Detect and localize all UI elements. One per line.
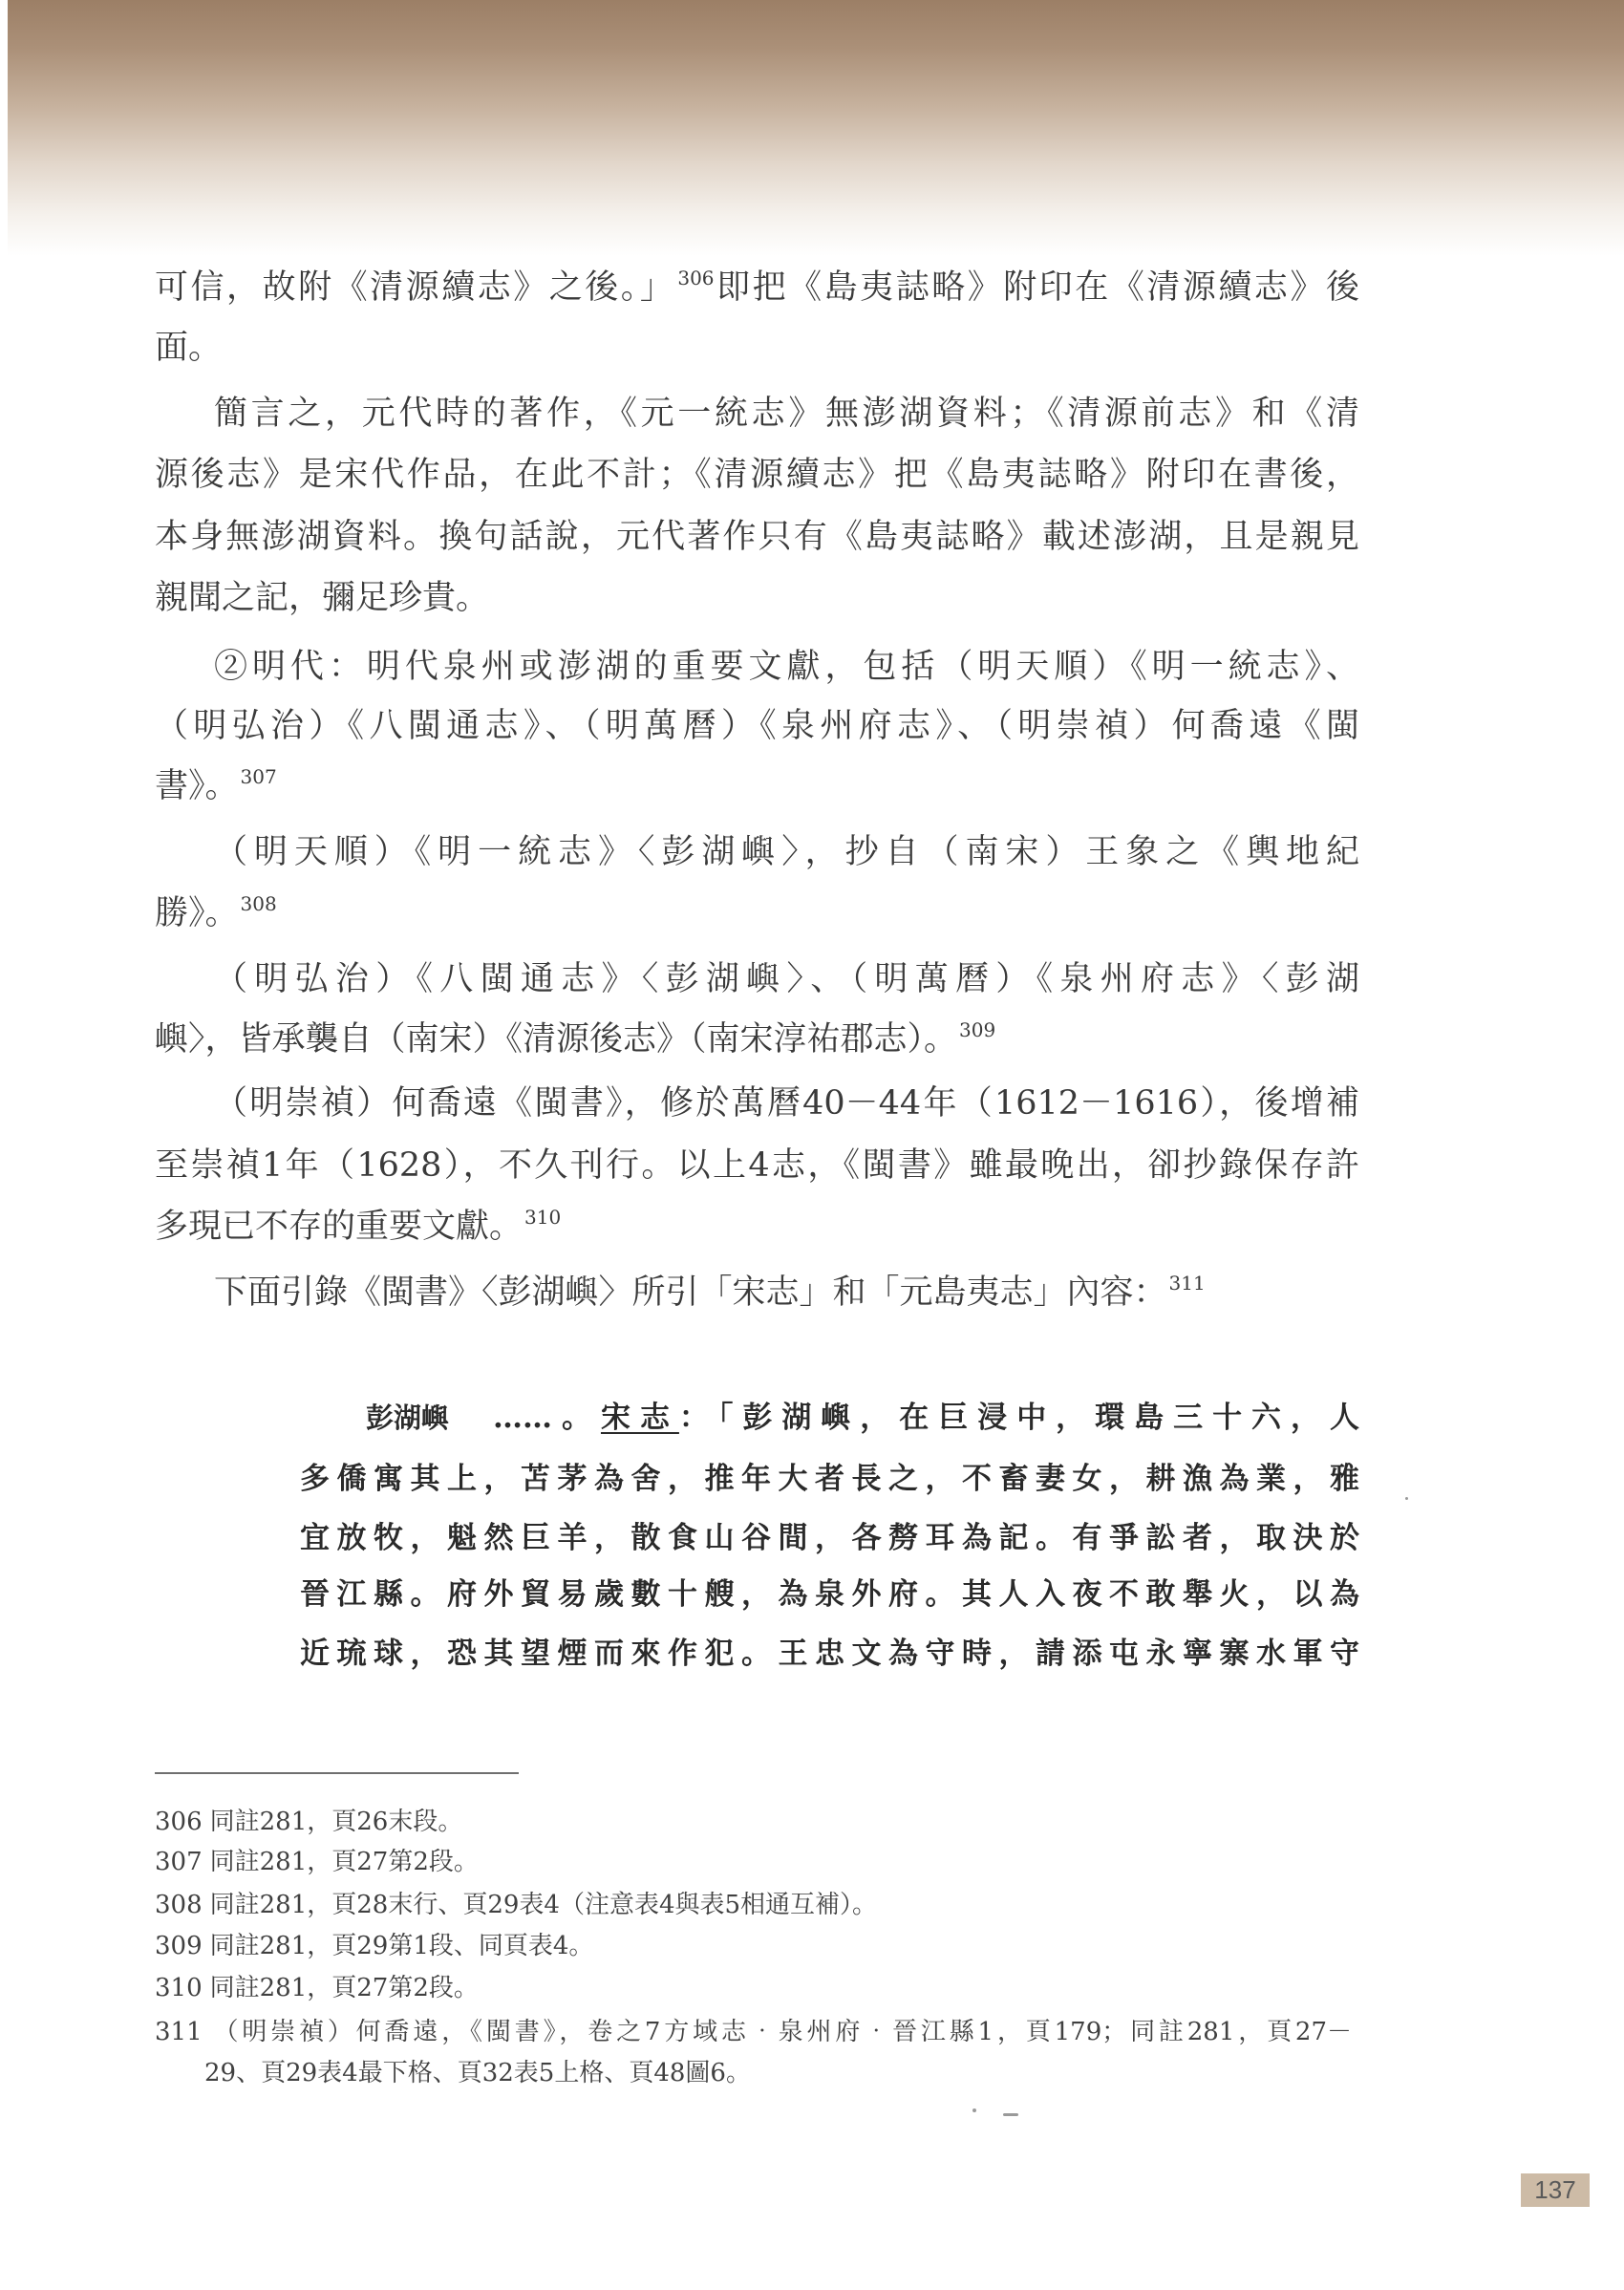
page-top-tint xyxy=(8,0,1624,258)
footnote-text: 同註281，頁29第1段、同頁表4。 xyxy=(209,1932,594,1960)
body-line: 面。 xyxy=(155,329,223,367)
footnote-ref: 307 xyxy=(240,765,277,788)
body-line: （明崇禎）何喬遠《閩書》，修於萬曆40－44年（1612－1616），後增補 xyxy=(214,1084,1359,1123)
footnote xyxy=(155,1846,1352,1878)
footnote-number: 311 xyxy=(155,2018,203,2046)
body-line xyxy=(155,763,1359,809)
footnote-text: 同註281，頁27第2段。 xyxy=(209,1848,479,1876)
footnote-text: （明崇禎）何喬遠，《閩書》，卷之7方域志‧泉州府‧晉江縣1，頁179；同註281，頁27－ xyxy=(209,2018,1352,2046)
body-line xyxy=(155,265,1359,310)
footnote-separator xyxy=(155,1772,519,1774)
quote-line: 晉江縣。府外貿易歲數十艘，為泉外府。其人入夜不敢舉火，以為 xyxy=(300,1577,1359,1612)
body-line xyxy=(155,1204,1359,1250)
body-line: 簡言之，元代時的著作，《元一統志》無澎湖資料；《清源前志》和《清 xyxy=(214,395,1359,433)
footnote-ref: 306 xyxy=(677,267,715,289)
footnote xyxy=(155,1930,1352,1962)
footnote-ref: 310 xyxy=(524,1206,562,1229)
body-line: ②明代：明代泉州或澎湖的重要文獻，包括（明天順）《明一統志》、 xyxy=(214,648,1359,686)
body-line xyxy=(214,1270,1359,1316)
body-line: （明弘治）《八閩通志》〈彭湖嶼〉、（明萬曆）《泉州府志》〈彭湖 xyxy=(214,960,1359,998)
quote-line: 宜放牧，魁然巨羊，散食山谷間，各剺耳為記。有爭訟者，取決於 xyxy=(300,1521,1359,1555)
quote-lead: ……。 xyxy=(493,1401,601,1435)
quote-line: 多僑寓其上，苫茅為舍，推年大者長之，不畜妻女，耕漁為業，雅 xyxy=(300,1462,1359,1496)
body-line: 至崇禎1年（1628），不久刊行。以上4志，《閩書》雖最晚出，卻抄錄保存許 xyxy=(155,1146,1359,1185)
footnote xyxy=(155,2016,1352,2048)
scan-speck xyxy=(972,2108,976,2112)
footnote-ref: 309 xyxy=(959,1018,996,1041)
body-line-text: 勝》。 xyxy=(155,894,239,932)
body-line: （明弘治）《八閩通志》、（明萬曆）《泉州府志》、（明崇禎）何喬遠《閩 xyxy=(155,707,1359,745)
footnote xyxy=(155,1972,1352,2004)
body-line: 親聞之記，彌足珍貴。 xyxy=(155,579,490,617)
body-line: 源後志》是宋代作品，在此不計；《清源續志》把《島夷誌略》附印在書後， xyxy=(155,456,1359,494)
quote-heading: 彭湖嶼 xyxy=(366,1402,450,1434)
quote-text: ：「彭湖嶼，在巨浸中，環島三十六，人 xyxy=(678,1401,1359,1435)
quote-line xyxy=(366,1399,1359,1437)
body-line-text: 下面引錄《閩書》〈彭湖嶼〉所引「宋志」和「元島夷志」內容： xyxy=(214,1273,1167,1312)
footnote-number: 310 xyxy=(155,1974,203,2002)
body-line: 本身無澎湖資料。換句話說，元代著作只有《島夷誌略》載述澎湖，且是親見 xyxy=(155,518,1359,556)
footnote xyxy=(155,1889,1352,1921)
body-line-text: 多現已不存的重要文獻。 xyxy=(155,1208,524,1246)
footnote-number: 308 xyxy=(155,1891,203,1919)
body-line-text: 可信，故附《清源續志》之後。」 xyxy=(155,268,676,307)
footnote-number: 307 xyxy=(155,1848,203,1876)
footnote-text: 同註281，頁26末段。 xyxy=(209,1808,463,1836)
footnote-ref: 311 xyxy=(1168,1272,1206,1295)
quote-line: 近琉球，恐其望煙而來作犯。王忠文為守時，請添屯永寧寨水軍守 xyxy=(300,1637,1359,1671)
body-line-text: 即把《島夷誌略》附印在《清源續志》後 xyxy=(714,268,1359,307)
body-line xyxy=(155,1017,1359,1062)
quote-source: 宋志 xyxy=(600,1401,679,1435)
footnote-text: 同註281，頁28末行、頁29表4（注意表4與表5相通互補）。 xyxy=(209,1891,878,1919)
footnote-text: 同註281，頁27第2段。 xyxy=(209,1974,479,2002)
footnote-continuation: 29、頁29表4最下格、頁32表5上格、頁48圖6。 xyxy=(204,2059,751,2087)
footnote xyxy=(155,1806,1352,1838)
body-line-text: 嶼〉，皆承襲自（南宋）《清源後志》（南宋淳祐郡志）。 xyxy=(155,1020,958,1059)
page-number: 137 xyxy=(1521,2173,1590,2207)
body-line-text: 書》。 xyxy=(155,767,239,805)
scan-speck xyxy=(1003,2113,1018,2116)
footnote-ref: 308 xyxy=(240,892,277,915)
body-line xyxy=(155,890,1359,936)
body-line: （明天順）《明一統志》〈彭湖嶼〉，抄自（南宋）王象之《輿地紀 xyxy=(214,833,1359,871)
scan-speck xyxy=(1405,1497,1408,1500)
footnote-number: 306 xyxy=(155,1808,203,1836)
footnote-number: 309 xyxy=(155,1932,203,1960)
